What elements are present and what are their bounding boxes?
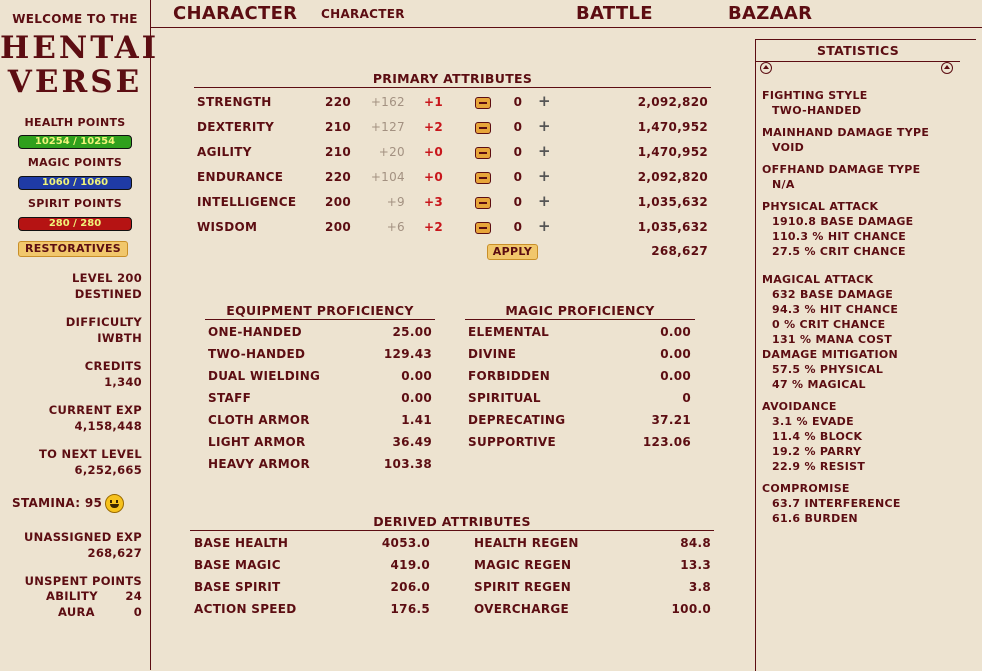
statistics-item: 47 % MAGICAL [772,378,866,391]
row-value: 4053.0 [381,536,430,550]
nav-character[interactable]: CHARACTER [173,3,298,24]
statistics-group-heading: AVOIDANCE [762,400,837,413]
statistics-item: 57.5 % PHYSICAL [772,363,884,376]
row-value: 100.0 [671,602,711,616]
table-row [208,345,432,363]
row-label: SUPPORTIVE [468,435,557,449]
statistics-item: VOID [772,141,805,154]
attribute-name: AGILITY [197,145,252,159]
attribute-extra: +3 [423,195,443,209]
attribute-bonus: +162 [370,95,405,109]
row-label: CLOTH ARMOR [208,413,310,427]
attribute-name: INTELLIGENCE [197,195,297,209]
attribute-alloc: 0 [513,95,523,109]
primary-attributes-title: PRIMARY ATTRIBUTES [194,71,711,88]
row-value: 36.49 [392,435,432,449]
attribute-base: 220 [325,170,351,184]
attribute-row [197,219,712,235]
row-value: 103.38 [383,457,432,471]
level-text: LEVEL 200 [72,271,142,285]
statistics-item: TWO-HANDED [772,104,862,117]
attribute-base: 210 [325,145,351,159]
current-exp-value: 4,158,448 [74,419,142,433]
unassigned-exp-value: 268,627 [87,546,142,560]
attribute-exp: 1,035,632 [637,195,708,209]
difficulty-value[interactable]: IWBTH [97,331,142,345]
magic-label: MAGIC POINTS [27,156,123,169]
attribute-name: WISDOM [197,220,258,234]
statistics-item: 27.5 % CRIT CHANCE [772,245,906,258]
title-text: DESTINED [74,287,142,301]
increase-button[interactable]: + [538,192,551,210]
attribute-alloc: 0 [513,195,523,209]
row-value: 25.00 [392,325,432,339]
increase-button[interactable]: + [538,117,551,135]
statistics-item: 0 % CRIT CHANCE [772,318,886,331]
nav-bazaar[interactable]: BAZAAR [728,3,813,24]
table-row [474,556,711,574]
happy-face-icon [105,494,124,513]
statistics-item: 63.7 INTERFERENCE [772,497,901,510]
row-value: 0.00 [660,325,691,339]
attribute-row [197,94,712,110]
table-row [194,600,430,618]
attribute-name: STRENGTH [197,95,272,109]
attribute-bonus: +127 [370,120,405,134]
apply-button[interactable]: APPLY [487,244,538,260]
attribute-exp: 1,035,632 [637,220,708,234]
row-label: OVERCHARGE [474,602,570,616]
statistics-group [762,272,962,347]
top-navigation [151,0,982,28]
statistics-group-heading: MAGICAL ATTACK [762,273,874,286]
credits-value: 1,340 [104,375,142,389]
statistics-group [762,399,962,474]
statistics-item: N/A [772,178,795,191]
row-value: 123.06 [642,435,691,449]
attribute-exp: 2,092,820 [637,95,708,109]
statistics-group [762,199,962,259]
remaining-exp: 268,627 [651,244,708,258]
attribute-extra: +1 [423,95,443,109]
statistics-group [762,162,962,192]
attribute-row [197,169,712,185]
row-label: ONE-HANDED [208,325,302,339]
statistics-item: 19.2 % PARRY [772,445,862,458]
increase-button[interactable]: + [538,92,551,110]
attribute-bonus: +9 [386,195,405,209]
attribute-bonus: +20 [378,145,405,159]
collapse-up-icon[interactable] [760,62,772,74]
table-row [468,433,691,451]
logo-line-2: VERSE [7,64,143,100]
statistics-item: 632 BASE DAMAGE [772,288,894,301]
row-value: 1.41 [401,413,432,427]
table-row [208,323,432,341]
row-label: FORBIDDEN [468,369,551,383]
attribute-bonus: +104 [370,170,405,184]
table-row [208,367,432,385]
magic-bar: 1060 / 1060 [18,176,132,190]
unassigned-exp-label: UNASSIGNED EXP [23,530,142,544]
row-label: TWO-HANDED [208,347,306,361]
attribute-base: 210 [325,120,351,134]
table-row [194,534,430,552]
statistics-item: 22.9 % RESIST [772,460,866,473]
statistics-item: 131 % MANA COST [772,333,892,346]
decrease-button[interactable] [475,197,491,209]
next-level-value: 6,252,665 [74,463,142,477]
row-value: 13.3 [680,558,711,572]
statistics-group-heading: PHYSICAL ATTACK [762,200,879,213]
row-label: SPIRIT REGEN [474,580,572,594]
statistics-title: STATISTICS [756,43,960,62]
attribute-bonus: +6 [386,220,405,234]
row-label: HEALTH REGEN [474,536,579,550]
nav-character-sub[interactable]: CHARACTER [321,7,405,21]
restoratives-button[interactable]: RESTORATIVES [18,241,128,257]
attribute-row [197,194,712,210]
unspent-points-label: UNSPENT POINTS [24,574,142,588]
table-row [208,455,432,473]
statistics-item: 11.4 % BLOCK [772,430,863,443]
attribute-alloc: 0 [513,220,523,234]
attribute-extra: +2 [423,120,443,134]
statistics-item: 1910.8 BASE DAMAGE [772,215,914,228]
statistics-item: 94.3 % HIT CHANCE [772,303,899,316]
character-sidebar [0,0,160,670]
statistics-group-heading: OFFHAND DAMAGE TYPE [762,163,921,176]
statistics-item: 3.1 % EVADE [772,415,854,428]
attribute-exp: 1,470,952 [637,120,708,134]
attribute-row [197,119,712,135]
derived-attributes-title: DERIVED ATTRIBUTES [190,514,714,531]
attribute-alloc: 0 [513,120,523,134]
attribute-base: 200 [325,195,351,209]
row-value: 37.21 [651,413,691,427]
row-value: 84.8 [680,536,711,550]
attribute-base: 220 [325,95,351,109]
row-label: HEAVY ARMOR [208,457,311,471]
spirit-label: SPIRIT POINTS [27,197,122,210]
row-value: 206.0 [390,580,430,594]
collapse-up-icon[interactable] [941,62,953,74]
attribute-name: DEXTERITY [197,120,275,134]
table-row [194,578,430,596]
row-value: 419.0 [390,558,430,572]
row-label: BASE HEALTH [194,536,289,550]
row-value: 176.5 [390,602,430,616]
nav-battle[interactable]: BATTLE [576,3,653,24]
statistics-item: 61.6 BURDEN [772,512,858,525]
magic-proficiency-title: MAGIC PROFICIENCY [465,303,695,320]
statistics-group [762,125,962,155]
row-label: STAFF [208,391,252,405]
spirit-bar: 280 / 280 [18,217,132,231]
statistics-panel [755,39,976,671]
row-value: 3.8 [688,580,711,594]
aura-value: 0 [133,605,142,619]
row-value: 0.00 [660,369,691,383]
logo-line-1: HENTAI [0,30,160,66]
statistics-group-heading: DAMAGE MITIGATION [762,348,899,361]
increase-button[interactable]: + [538,167,551,185]
table-row [474,600,711,618]
statistics-group-heading: MAINHAND DAMAGE TYPE [762,126,930,139]
table-row [468,389,691,407]
table-row [208,389,432,407]
row-value: 129.43 [383,347,432,361]
increase-button[interactable]: + [538,142,551,160]
attribute-extra: +2 [423,220,443,234]
row-label: DEPRECATING [468,413,566,427]
decrease-button[interactable] [475,97,491,109]
attribute-name: ENDURANCE [197,170,284,184]
table-row [474,578,711,596]
row-label: BASE SPIRIT [194,580,281,594]
next-level-label: TO NEXT LEVEL [39,447,142,461]
row-label: ELEMENTAL [468,325,550,339]
health-label: HEALTH POINTS [24,116,126,129]
attribute-exp: 2,092,820 [637,170,708,184]
decrease-button[interactable] [475,122,491,134]
statistics-group-heading: FIGHTING STYLE [762,89,868,102]
ability-label: ABILITY [46,589,98,603]
table-row [208,433,432,451]
aura-label: AURA [58,605,95,619]
attribute-alloc: 0 [513,145,523,159]
difficulty-label: DIFFICULTY [65,315,142,329]
row-value: 0.00 [660,347,691,361]
row-label: MAGIC REGEN [474,558,572,572]
row-value: 0.00 [401,391,432,405]
current-exp-label: CURRENT EXP [48,403,142,417]
credits-label: CREDITS [84,359,142,373]
equipment-proficiency-title: EQUIPMENT PROFICIENCY [205,303,435,320]
health-bar: 10254 / 10254 [18,135,132,149]
row-value: 0 [682,391,691,405]
welcome-text: WELCOME TO THE [12,12,138,26]
statistics-group [762,88,962,118]
row-label: LIGHT ARMOR [208,435,306,449]
table-row [468,367,691,385]
table-row [468,411,691,429]
attribute-extra: +0 [423,170,443,184]
stamina-display [12,494,124,513]
attribute-alloc: 0 [513,170,523,184]
attribute-base: 200 [325,220,351,234]
table-row [208,411,432,429]
row-label: BASE MAGIC [194,558,281,572]
row-label: ACTION SPEED [194,602,297,616]
increase-button[interactable]: + [538,217,551,235]
table-row [474,534,711,552]
statistics-item: 110.3 % HIT CHANCE [772,230,907,243]
ability-value: 24 [125,589,142,603]
attribute-exp: 1,470,952 [637,145,708,159]
attribute-extra: +0 [423,145,443,159]
statistics-group [762,481,962,526]
statistics-group [762,347,962,392]
row-label: DUAL WIELDING [208,369,321,383]
row-value: 0.00 [401,369,432,383]
attribute-row [197,144,712,160]
table-row [468,345,691,363]
row-label: DIVINE [468,347,517,361]
decrease-button[interactable] [475,147,491,159]
decrease-button[interactable] [475,222,491,234]
table-row [194,556,430,574]
decrease-button[interactable] [475,172,491,184]
table-row [468,323,691,341]
row-label: SPIRITUAL [468,391,541,405]
stamina-text: STAMINA: 95 [12,496,103,510]
statistics-group-heading: COMPROMISE [762,482,850,495]
